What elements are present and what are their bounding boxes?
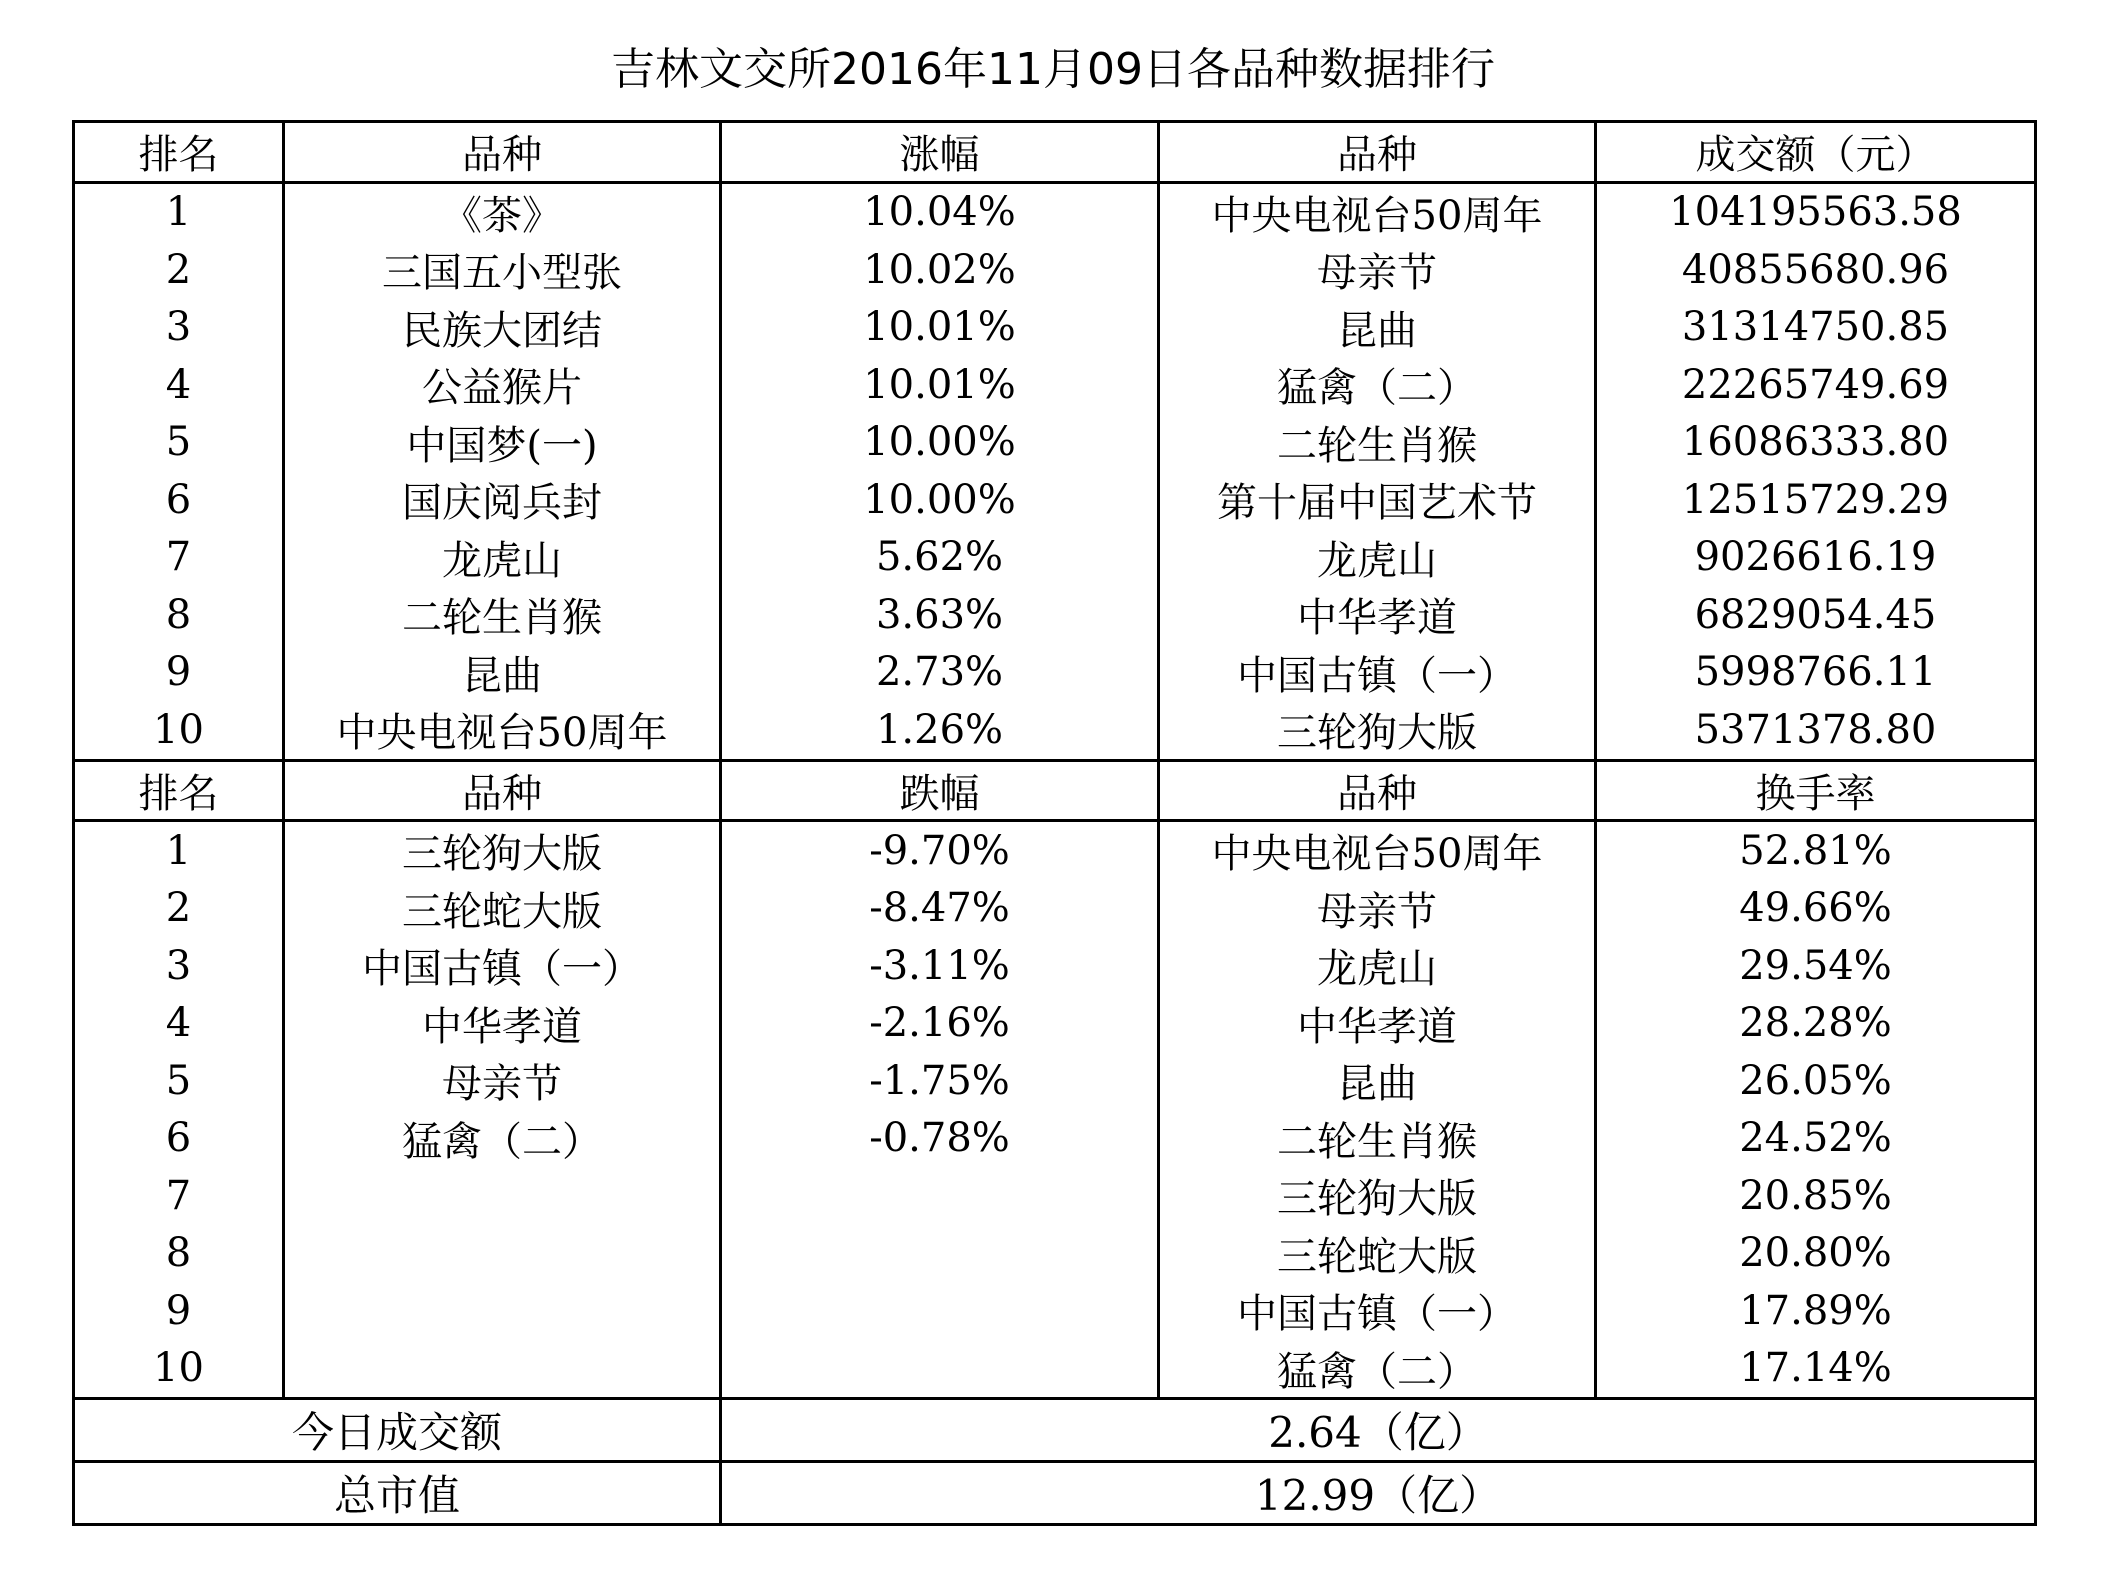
value-cell: 52.81% (1596, 821, 2036, 880)
name-cell: 龙虎山 (284, 529, 721, 587)
header-rank: 排名 (74, 760, 284, 821)
market-value-value: 12.99（亿） (721, 1462, 2036, 1525)
header-gain: 涨幅 (721, 122, 1159, 183)
value-cell: 10.01% (863, 361, 1016, 408)
summary-section (74, 1399, 2036, 1525)
value-cell: 2.73% (875, 649, 1004, 696)
value-cell (721, 1340, 1159, 1399)
name-cell: 猛禽（二） (1159, 356, 1596, 414)
value-cell: 16086333.80 (1596, 414, 2036, 472)
value-cell: 5.62% (875, 534, 1004, 581)
name-cell: 母亲节 (284, 1052, 721, 1110)
value-cell: 6829054.45 (1596, 586, 2036, 644)
name-cell: 龙虎山 (1159, 529, 1596, 587)
table-row (74, 701, 2036, 760)
header-row (74, 122, 2036, 183)
header-name: 品种 (1159, 122, 1596, 183)
turnover-value: 2.64（亿） (721, 1399, 2036, 1462)
table-row (74, 1340, 2036, 1399)
name-cell (284, 1167, 721, 1225)
value-cell: 49.66% (1596, 880, 2036, 938)
value-cell: 29.54% (1596, 937, 2036, 995)
name-cell (284, 1282, 721, 1340)
value-cell (721, 1282, 1159, 1340)
rank-cell: 1 (74, 182, 284, 241)
value-cell: 17.14% (1596, 1340, 2036, 1399)
rank-cell: 1 (74, 821, 284, 880)
name-cell: 昆曲 (1159, 1052, 1596, 1110)
table-row (74, 414, 2036, 472)
name-cell: 公益猴片 (284, 356, 721, 414)
name-cell: 三轮狗大版 (284, 821, 721, 880)
rank-cell: 9 (74, 1282, 284, 1340)
value-cell: 24.52% (1596, 1110, 2036, 1168)
table-row (74, 880, 2036, 938)
name-cell: 中央电视台50周年 (1159, 182, 1596, 241)
value-cell: 28.28% (1596, 995, 2036, 1053)
header-loss: 跌幅 (721, 760, 1159, 821)
table-row (74, 821, 2036, 880)
rank-cell: 8 (74, 586, 284, 644)
value-cell: 10.00% (863, 476, 1016, 523)
value-cell: 26.05% (1596, 1052, 2036, 1110)
header-name: 品种 (1159, 760, 1596, 821)
name-cell: 三轮狗大版 (1159, 701, 1596, 760)
rank-cell: 2 (74, 880, 284, 938)
table-row (74, 1167, 2036, 1225)
name-cell: 猛禽（二） (1159, 1340, 1596, 1399)
rank-cell: 6 (74, 1110, 284, 1168)
turnover-label: 今日成交额 (74, 1399, 721, 1462)
name-cell: 中国古镇（一） (1159, 644, 1596, 702)
table-row (74, 471, 2036, 529)
value-cell: -1.75% (869, 1057, 1010, 1104)
rank-cell: 3 (74, 299, 284, 357)
name-cell: 母亲节 (1159, 241, 1596, 299)
table-row (74, 1282, 2036, 1340)
name-cell: 昆曲 (284, 644, 721, 702)
name-cell: 中华孝道 (1159, 586, 1596, 644)
rank-cell: 4 (74, 356, 284, 414)
fall-section (74, 760, 2036, 821)
rank-cell: 5 (74, 414, 284, 472)
name-cell: 中央电视台50周年 (284, 701, 721, 760)
rank-cell: 5 (74, 1052, 284, 1110)
table-row (74, 1225, 2036, 1283)
name-cell: 第十届中国艺术节 (1159, 471, 1596, 529)
rank-cell: 9 (74, 644, 284, 702)
rank-cell: 10 (74, 701, 284, 760)
table-row (74, 299, 2036, 357)
name-cell: 民族大团结 (284, 299, 721, 357)
value-cell (721, 1225, 1159, 1283)
value-cell: -2.16% (869, 1000, 1010, 1047)
value-cell: 17.89% (1596, 1282, 2036, 1340)
value-cell: 3.63% (875, 591, 1004, 638)
name-cell: 三国五小型张 (284, 241, 721, 299)
table-row (74, 182, 2036, 241)
rank-cell: 7 (74, 1167, 284, 1225)
table-row (74, 356, 2036, 414)
name-cell: 三轮蛇大版 (284, 880, 721, 938)
value-cell: 22265749.69 (1596, 356, 2036, 414)
rise-section (74, 122, 2036, 183)
value-cell: 5371378.80 (1596, 701, 2036, 760)
market-value-label: 总市值 (74, 1462, 721, 1525)
value-cell: -8.47% (869, 885, 1010, 932)
table-row (74, 644, 2036, 702)
rank-cell: 2 (74, 241, 284, 299)
value-cell: -0.78% (869, 1115, 1010, 1162)
name-cell: 中华孝道 (284, 995, 721, 1053)
name-cell: 中国古镇（一） (1159, 1282, 1596, 1340)
rank-cell: 4 (74, 995, 284, 1053)
header-row (74, 760, 2036, 821)
summary-row-market-value (74, 1462, 2036, 1525)
ranking-table (72, 120, 2037, 1526)
value-cell: 40855680.96 (1596, 241, 2036, 299)
value-cell: 5998766.11 (1596, 644, 2036, 702)
value-cell: 10.00% (863, 419, 1016, 466)
name-cell: 国庆阅兵封 (284, 471, 721, 529)
name-cell: 《茶》 (284, 182, 721, 241)
value-cell: 1.26% (875, 706, 1004, 753)
table-row (74, 241, 2036, 299)
value-cell: 20.85% (1596, 1167, 2036, 1225)
name-cell (284, 1340, 721, 1399)
value-cell: 10.02% (863, 246, 1016, 293)
table-row (74, 586, 2036, 644)
name-cell: 龙虎山 (1159, 937, 1596, 995)
rank-cell: 8 (74, 1225, 284, 1283)
value-cell: 10.01% (863, 304, 1016, 351)
name-cell: 中华孝道 (1159, 995, 1596, 1053)
value-cell: 9026616.19 (1596, 529, 2036, 587)
rank-cell: 10 (74, 1340, 284, 1399)
name-cell: 中国梦(一) (284, 414, 721, 472)
value-cell: 20.80% (1596, 1225, 2036, 1283)
name-cell: 二轮生肖猴 (1159, 414, 1596, 472)
name-cell: 猛禽（二） (284, 1110, 721, 1168)
table-row (74, 1110, 2036, 1168)
rank-cell: 6 (74, 471, 284, 529)
table-row (74, 937, 2036, 995)
rank-cell: 7 (74, 529, 284, 587)
header-turnover-rate: 换手率 (1596, 760, 2036, 821)
name-cell: 中国古镇（一） (284, 937, 721, 995)
value-cell: -9.70% (869, 827, 1010, 874)
name-cell: 三轮狗大版 (1159, 1167, 1596, 1225)
value-cell (721, 1167, 1159, 1225)
table-row (74, 995, 2036, 1053)
name-cell (284, 1225, 721, 1283)
header-turnover-amount: 成交额（元） (1596, 122, 2036, 183)
name-cell: 昆曲 (1159, 299, 1596, 357)
value-cell: 104195563.58 (1596, 182, 2036, 241)
header-name: 品种 (284, 760, 721, 821)
table-row (74, 529, 2036, 587)
header-name: 品种 (284, 122, 721, 183)
name-cell: 三轮蛇大版 (1159, 1225, 1596, 1283)
rise-rows (74, 182, 2036, 760)
fall-rows (74, 821, 2036, 1399)
name-cell: 中央电视台50周年 (1159, 821, 1596, 880)
header-rank: 排名 (74, 122, 284, 183)
rank-cell: 3 (74, 937, 284, 995)
name-cell: 母亲节 (1159, 880, 1596, 938)
value-cell: 12515729.29 (1596, 471, 2036, 529)
table-row (74, 1052, 2036, 1110)
name-cell: 二轮生肖猴 (284, 586, 721, 644)
value-cell: 10.04% (863, 189, 1016, 236)
value-cell: 31314750.85 (1596, 299, 2036, 357)
summary-row-turnover (74, 1399, 2036, 1462)
name-cell: 二轮生肖猴 (1159, 1110, 1596, 1168)
value-cell: -3.11% (869, 942, 1010, 989)
page-title: 吉林文交所2016年11月09日各品种数据排行 (611, 44, 1495, 95)
